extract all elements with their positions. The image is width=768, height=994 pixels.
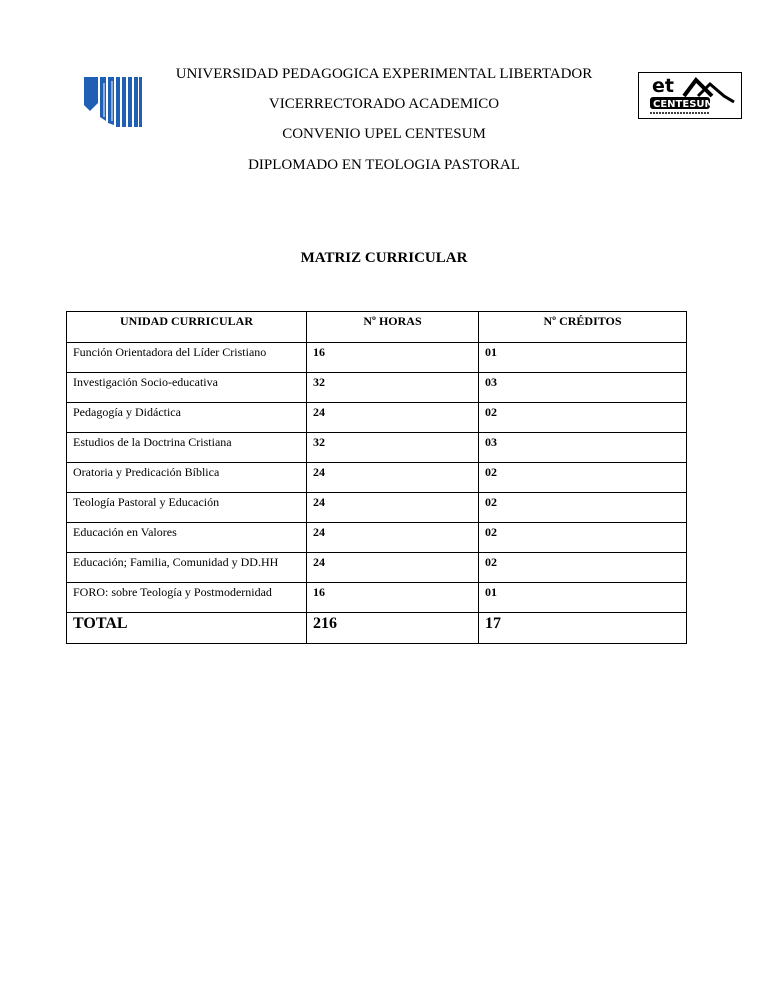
cell-credits: 02 bbox=[479, 463, 687, 493]
cell-credits: 02 bbox=[479, 493, 687, 523]
column-header-unit: UNIDAD CURRICULAR bbox=[67, 312, 307, 343]
cell-unit: Teología Pastoral y Educación bbox=[67, 493, 307, 523]
cell-credits: 02 bbox=[479, 553, 687, 583]
cell-hours: 24 bbox=[307, 493, 479, 523]
total-hours: 216 bbox=[307, 613, 479, 644]
centesum-wordmark: CENTESUM bbox=[653, 99, 715, 110]
cell-credits: 01 bbox=[479, 583, 687, 613]
table-row bbox=[67, 433, 687, 463]
cell-hours: 24 bbox=[307, 403, 479, 433]
cell-unit: Investigación Socio-educativa bbox=[67, 373, 307, 403]
column-header-credits: Nº CRÉDITOS bbox=[479, 312, 687, 343]
cell-credits: 03 bbox=[479, 373, 687, 403]
cell-credits: 02 bbox=[479, 403, 687, 433]
total-row bbox=[67, 613, 687, 644]
total-credits: 17 bbox=[479, 613, 687, 644]
table-row bbox=[67, 463, 687, 493]
cell-hours: 24 bbox=[307, 553, 479, 583]
table-row bbox=[67, 523, 687, 553]
cell-unit: Pedagogía y Didáctica bbox=[67, 403, 307, 433]
curriculum-table bbox=[66, 311, 687, 644]
cell-hours: 16 bbox=[307, 583, 479, 613]
total-label: TOTAL bbox=[67, 613, 307, 644]
program-name: DIPLOMADO EN TEOLOGIA PASTORAL bbox=[248, 157, 520, 173]
centesum-mark: et bbox=[652, 75, 674, 97]
table-row bbox=[67, 553, 687, 583]
vice-rectorate: VICERRECTORADO ACADEMICO bbox=[268, 96, 500, 112]
cell-unit: Educación en Valores bbox=[67, 523, 307, 553]
cell-hours: 32 bbox=[307, 373, 479, 403]
cell-unit: Educación; Familia, Comunidad y DD.HH bbox=[67, 553, 307, 583]
cell-hours: 32 bbox=[307, 433, 479, 463]
cell-credits: 02 bbox=[479, 523, 687, 553]
table-row bbox=[67, 403, 687, 433]
cell-unit: Oratoria y Predicación Bíblica bbox=[67, 463, 307, 493]
cell-credits: 03 bbox=[479, 433, 687, 463]
cell-hours: 16 bbox=[307, 343, 479, 373]
university-name: UNIVERSIDAD PEDAGOGICA EXPERIMENTAL LIBERTADOR bbox=[175, 66, 593, 82]
cell-hours: 24 bbox=[307, 463, 479, 493]
agreement-line: CONVENIO UPEL CENTESUM bbox=[282, 126, 486, 142]
cell-hours: 24 bbox=[307, 523, 479, 553]
table-row bbox=[67, 493, 687, 523]
table-header-row bbox=[67, 312, 687, 343]
cell-unit: Estudios de la Doctrina Cristiana bbox=[67, 433, 307, 463]
cell-unit: Función Orientadora del Líder Cristiano bbox=[67, 343, 307, 373]
cell-credits: 01 bbox=[479, 343, 687, 373]
column-header-hours: Nº HORAS bbox=[307, 312, 479, 343]
page-title: MATRIZ CURRICULAR bbox=[300, 250, 468, 266]
cell-unit: FORO: sobre Teología y Postmodernidad bbox=[67, 583, 307, 613]
table-row bbox=[67, 373, 687, 403]
table-row bbox=[67, 583, 687, 613]
table-row bbox=[67, 343, 687, 373]
